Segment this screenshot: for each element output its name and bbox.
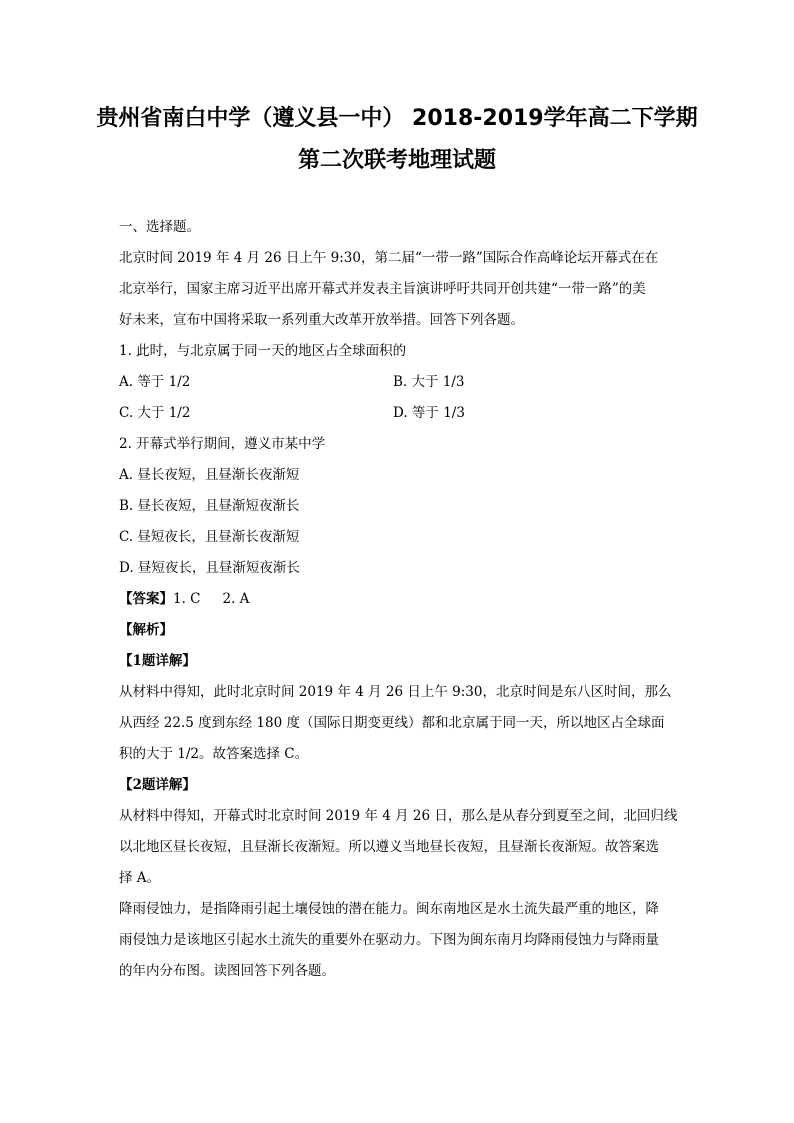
detail-2-label: 【2题详解】 bbox=[119, 777, 196, 793]
answer-line bbox=[119, 584, 679, 615]
next-intro-line: 降雨侵蚀力，是指降雨引起土壤侵蚀的潜在能力。闽东南地区是水土流失最严重的地区，降 bbox=[119, 901, 659, 917]
question-2-option-b: B. 昼长夜短，且昼渐短夜渐长 bbox=[119, 498, 300, 514]
question-1-option-d: D. 等于 1/3 bbox=[393, 405, 465, 421]
question-2-option-c: C. 昼短夜长，且昼渐长夜渐短 bbox=[119, 529, 300, 545]
question-1-option-b: B. 大于 1/3 bbox=[393, 374, 465, 390]
question-1-options-row-2 bbox=[119, 398, 679, 429]
question-1-options-row-1 bbox=[119, 367, 679, 398]
detail-2-line: 择 A。 bbox=[119, 870, 161, 886]
document-body bbox=[119, 212, 679, 987]
detail-1-line: 从材料中得知，此时北京时间 2019 年 4 月 26 日上午 9:30，北京时间是东八区时间，那么 bbox=[119, 684, 672, 700]
next-intro-line: 的年内分布图。读图回答下列各题。 bbox=[119, 963, 335, 979]
detail-2-line: 从材料中得知，开幕式时北京时间 2019 年 4 月 26 日，那么是从春分到夏至之间，北回归线 bbox=[119, 808, 678, 824]
section-heading: 一、选择题。 bbox=[119, 219, 200, 235]
question-2-option-d: D. 昼短夜长，且昼渐短夜渐长 bbox=[119, 560, 300, 576]
analysis-label: 【解析】 bbox=[119, 622, 173, 638]
answer-1: 1. C bbox=[173, 591, 201, 607]
answer-label: 【答案】 bbox=[119, 591, 173, 607]
answer-2: 2. A bbox=[222, 591, 250, 607]
next-intro-line: 雨侵蚀力是该地区引起水土流失的重要外在驱动力。下图为闽东南月均降雨侵蚀力与降雨量 bbox=[119, 932, 659, 948]
question-2-stem: 2. 开幕式举行期间，遵义市某中学 bbox=[119, 436, 326, 452]
question-1-option-a: A. 等于 1/2 bbox=[119, 374, 191, 390]
intro-line: 北京时间 2019 年 4 月 26 日上午 9:30，第二届“一带一路”国际合作高峰论坛开幕式在在 bbox=[119, 250, 659, 266]
detail-2-line: 以北地区昼长夜短，且昼渐长夜渐短。所以遵义当地昼长夜短，且昼渐长夜渐短。故答案选 bbox=[119, 839, 659, 855]
question-2-option-a: A. 昼长夜短，且昼渐长夜渐短 bbox=[119, 467, 300, 483]
detail-1-line: 积的大于 1/2。故答案选择 C。 bbox=[119, 746, 309, 762]
document-title-line-2: 第二次联考地理试题 bbox=[297, 148, 496, 173]
question-1-stem: 1. 此时，与北京属于同一天的地区占全球面积的 bbox=[119, 343, 407, 359]
intro-line: 北京举行，国家主席习近平出席开幕式并发表主旨演讲呼吁共同开创共建“一带一路”的美 bbox=[119, 281, 646, 297]
detail-1-label: 【1题详解】 bbox=[119, 653, 196, 669]
question-1-option-c: C. 大于 1/2 bbox=[119, 405, 191, 421]
document-title-line-1: 贵州省南白中学（遵义县一中） 2018-2019学年高二下学期 bbox=[96, 106, 698, 131]
intro-line: 好未来，宣布中国将采取一系列重大改革开放举措。回答下列各题。 bbox=[119, 312, 524, 328]
detail-1-line: 从西经 22.5 度到东经 180 度（国际日期变更线）都和北京属于同一天，所以地区占全球面 bbox=[119, 715, 665, 731]
